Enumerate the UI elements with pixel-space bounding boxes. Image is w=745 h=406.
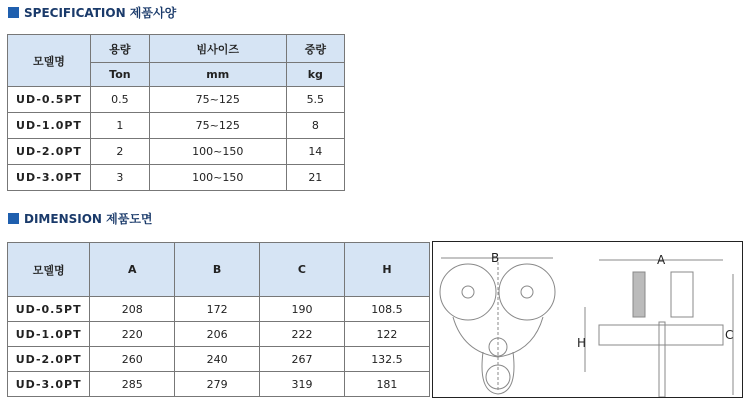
unit-weight: kg bbox=[286, 63, 344, 87]
label-a: A bbox=[657, 253, 666, 267]
value-cell: 220 bbox=[90, 322, 175, 347]
value-cell: 75~125 bbox=[149, 113, 286, 139]
table-row bbox=[8, 87, 345, 113]
value-cell: 1 bbox=[91, 113, 150, 139]
spec-section-title bbox=[8, 4, 176, 21]
table-row bbox=[8, 322, 430, 347]
table-row bbox=[8, 113, 345, 139]
table-row bbox=[8, 139, 345, 165]
spec-title-text: SPECIFICATION 제품사양 bbox=[24, 6, 177, 20]
value-cell: 260 bbox=[90, 347, 175, 372]
value-cell: 0.5 bbox=[91, 87, 150, 113]
header-model: 모델명 bbox=[8, 243, 90, 297]
model-cell: UD-0.5PT bbox=[8, 87, 91, 113]
value-cell: 208 bbox=[90, 297, 175, 322]
dim-section-title bbox=[8, 210, 153, 227]
value-cell: 267 bbox=[260, 347, 345, 372]
model-cell: UD-3.0PT bbox=[8, 372, 90, 397]
model-cell: UD-0.5PT bbox=[8, 297, 90, 322]
value-cell: 285 bbox=[90, 372, 175, 397]
header-weight: 중량 bbox=[286, 35, 344, 63]
dimension-drawing bbox=[432, 241, 743, 398]
value-cell: 21 bbox=[286, 165, 344, 191]
table-row bbox=[8, 347, 430, 372]
value-cell: 279 bbox=[175, 372, 260, 397]
value-cell: 108.5 bbox=[344, 297, 429, 322]
value-cell: 2 bbox=[91, 139, 150, 165]
header-a: A bbox=[90, 243, 175, 297]
value-cell: 14 bbox=[286, 139, 344, 165]
value-cell: 100~150 bbox=[149, 165, 286, 191]
bullet-square-icon bbox=[8, 7, 19, 18]
header-c: C bbox=[260, 243, 345, 297]
value-cell: 206 bbox=[175, 322, 260, 347]
table-row bbox=[8, 165, 345, 191]
value-cell: 5.5 bbox=[286, 87, 344, 113]
value-cell: 3 bbox=[91, 165, 150, 191]
table-row bbox=[8, 372, 430, 397]
spec-table bbox=[7, 34, 345, 191]
header-b: B bbox=[175, 243, 260, 297]
dimension-table bbox=[7, 242, 430, 397]
header-model: 모델명 bbox=[8, 35, 91, 87]
value-cell: 172 bbox=[175, 297, 260, 322]
model-cell: UD-2.0PT bbox=[8, 139, 91, 165]
model-cell: UD-2.0PT bbox=[8, 347, 90, 372]
bullet-square-icon bbox=[8, 213, 19, 224]
value-cell: 100~150 bbox=[149, 139, 286, 165]
value-cell: 190 bbox=[260, 297, 345, 322]
value-cell: 132.5 bbox=[344, 347, 429, 372]
table-row bbox=[8, 297, 430, 322]
value-cell: 222 bbox=[260, 322, 345, 347]
value-cell: 122 bbox=[344, 322, 429, 347]
value-cell: 319 bbox=[260, 372, 345, 397]
unit-beam: mm bbox=[149, 63, 286, 87]
header-h: H bbox=[344, 243, 429, 297]
value-cell: 240 bbox=[175, 347, 260, 372]
header-capacity: 용량 bbox=[91, 35, 150, 63]
label-b: B bbox=[491, 251, 500, 265]
model-cell: UD-1.0PT bbox=[8, 322, 90, 347]
value-cell: 75~125 bbox=[149, 87, 286, 113]
label-h: H bbox=[577, 336, 587, 350]
unit-capacity: Ton bbox=[91, 63, 150, 87]
model-cell: UD-1.0PT bbox=[8, 113, 91, 139]
value-cell: 181 bbox=[344, 372, 429, 397]
dim-title-text: DIMENSION 제품도면 bbox=[24, 212, 153, 226]
model-cell: UD-3.0PT bbox=[8, 165, 91, 191]
header-beam: 빔사이즈 bbox=[149, 35, 286, 63]
label-c: C bbox=[725, 328, 734, 342]
value-cell: 8 bbox=[286, 113, 344, 139]
